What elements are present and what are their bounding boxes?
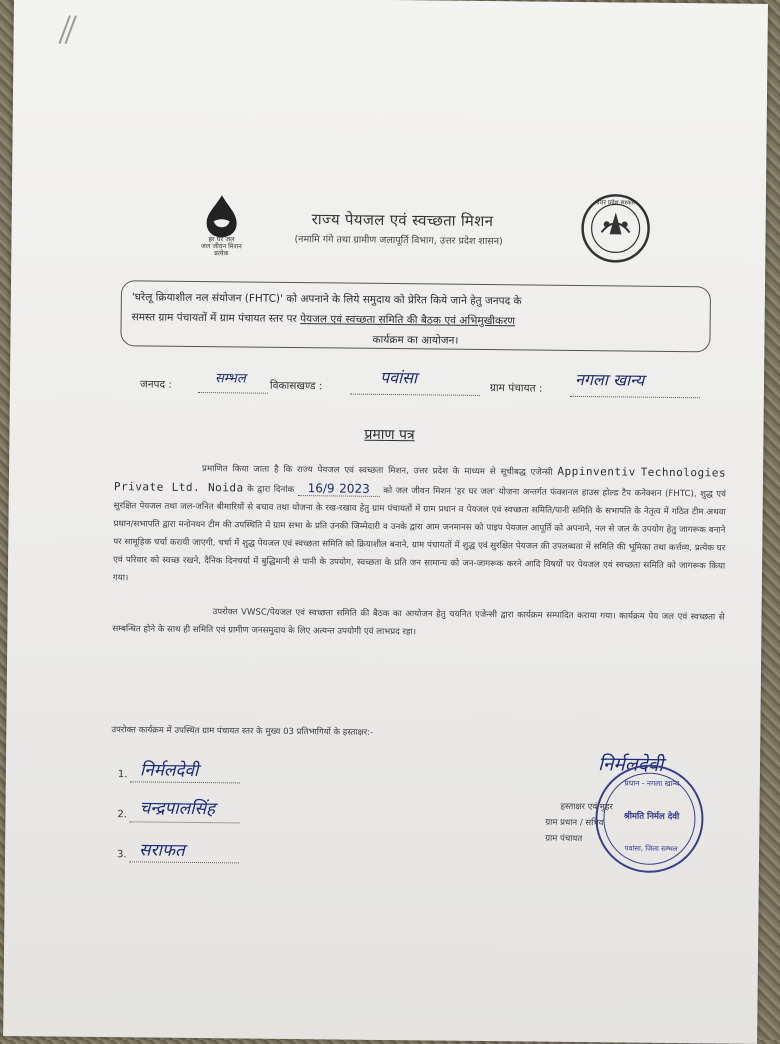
paragraph-1-body: अन्तर्गत फंक्शनल हाउस होल्ड टैप कनेक्शन (FHTC), शुद्ध एवं सुरक्षित पेयजल तथा जल-जनित बीमारियों से बचाव तथा योजना के रख-रखाव हेतु ग्राम पंचायतों में ग्राम प्रधान व पेयजल एवं स्वच्छता समिति/पानी समिति के सभापति के नेतृत्व में गठित टीम अथवा प्रधान/सभापति द्वारा मनोनयन टीम की उपस्थिति में ग्राम सभा के प्रति उनकी जिम्मेदारी व उनके द्वारा आम जनमानस को पाइप पेयजल आपूर्ति को अपनाने, नल से जल के उपयोग हेतु जागरूक बनाने पर सामूहिक चर्चा करायी जाएगी, चर्चा में शुद्ध पेयजल एवं स्वच्छता समिति को क्रियाशील बनाने, ग्राम पंचायतों में शुद्ध एवं सुरक्षित पेयजल की उपलब्धता में समिति की भूमिका तथा कर्त्तव्य, प्रत्येक घर एवं परिवार को स्वच्छ रखने, दैनिक दिनचर्या में बुद्धिमानी से पानी के उपयोग, स्वच्छता के प्रति जन सामान्य को जन-जागरूक करने आदि विषयों पर पेयजल एवं स्वच्छता समिति को जागरूक किया गया। — [112, 487, 726, 584]
signatories-intro: उपरोक्त कार्यक्रम में उपस्थित ग्राम पंचायत स्तर के मुख्य 03 प्रतिभागियों के हस्ताक्षर:- — [111, 725, 374, 738]
banner-line-2-underlined: पेयजल एवं स्वच्छता समिति की बैठक एवं अभिमुखीकरण — [300, 313, 516, 328]
banner-line-1: 'घरेलू क्रियाशील नल संयोजन (FHTC)' को अपनाने के लिये समुदाय को प्रेरित किये जाने हेतु जनपद के — [131, 291, 522, 308]
block-label: विकासखण्ड : — [269, 379, 323, 393]
signatory-signature: सराफत — [138, 840, 185, 861]
signatory-number: 2. — [117, 809, 128, 821]
signatory-signature: चन्द्रपालसिंह — [139, 798, 216, 820]
banner-line-2-text: समस्त ग्राम पंचायतों में ग्राम पंचायत स्तर पर — [131, 311, 301, 326]
agency-name-part-1: Appinventiv — [557, 464, 636, 479]
logo-caption: हर घर जल जल जीवन मिशन प्रत्येक — [201, 235, 242, 258]
banner-line-3: कार्यक्रम का आयोजन। — [372, 333, 459, 347]
program-banner — [120, 280, 711, 352]
pradhan-signature: निर्मलदेवी — [597, 753, 664, 776]
signatory-number: 3. — [116, 849, 127, 861]
block-value: पवांसा — [379, 367, 418, 388]
certificate-paragraph-2 — [112, 602, 724, 644]
paragraph-1-scheme: को जल जीवन मिशन 'हर घर जल' योजना — [383, 485, 520, 498]
panchayat-label: ग्राम पंचायत : — [489, 382, 543, 395]
certificate-paragraph-1 — [113, 458, 726, 593]
signatory-number: 1. — [117, 769, 128, 781]
paragraph-2-body: उपरोक्त VWSC/पेयजल एवं स्वच्छता समिति की बैठक का आयोजन हेतु चयनित एजेन्सी द्वारा कार्यक्रम सम्पादित कराया गया। कार्यक्रम पेय जल एवं स्वच्छता से सम्बन्धित होने के साथ ही समिति एवं ग्रामीण जनसमुदाय के लिए अत्यन्त उपयोगी एवं लाभप्रद रहा। — [112, 607, 725, 638]
pradhan-designation: ग्राम प्रधान / सचिव — [545, 817, 604, 829]
document-page — [3, 0, 768, 1044]
program-date: 16/9 2023 — [298, 481, 380, 497]
pradhan-stamp — [595, 764, 704, 873]
mission-subtitle: (नमामि गंगे तथा ग्रामीण जलापूर्ति विभाग, उत्तर प्रदेश शासन) — [294, 234, 503, 248]
pradhan-sign-label: हस्ताक्षर एवं मुहर — [560, 801, 613, 813]
agency-name-part-2: Technologies Private Ltd. Noida — [113, 465, 727, 495]
mission-title: राज्य पेयजल एवं स्वच्छता मिशन — [311, 210, 494, 231]
panchayat-value: नगला खान्य — [574, 369, 645, 390]
pradhan-panchayat: ग्राम पंचायत — [545, 833, 583, 845]
certificate-title: प्रमाण पत्र — [364, 426, 415, 444]
paragraph-1-date-label: के द्वारा दिनांक — [247, 484, 295, 496]
paragraph-1-intro: प्रमाणित किया जाता है कि राज्य पेयजल एवं स्वच्छता मिशन, उत्तर प्रदेश के माध्यम से सूचीबद्ध एजेन्सी — [202, 464, 553, 478]
stamp-location: पवांसा, जिला सम्भल — [624, 844, 678, 854]
stamp-name: श्रीमति निर्मल देवी — [623, 811, 680, 823]
stamp-ring-text: प्रधान - नगला खान्य — [624, 778, 680, 789]
signatory-signature: निर्मलदेवी — [139, 760, 199, 782]
seal-text: उत्तर प्रदेश सरकार — [596, 199, 636, 207]
district-value: सम्भल — [214, 371, 246, 387]
district-label: जनपद : — [139, 378, 173, 391]
